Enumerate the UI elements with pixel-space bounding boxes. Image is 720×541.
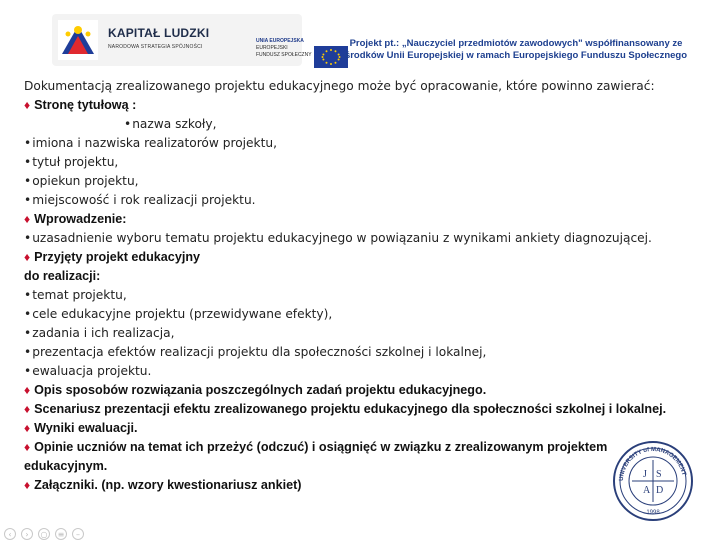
section-heading-continued: edukacyjnym. (24, 459, 108, 473)
bullet-icon: • (24, 288, 32, 302)
bullet-icon: • (24, 345, 32, 359)
bullet-icon: • (24, 364, 32, 378)
zoom-icon[interactable]: ○ (38, 528, 50, 540)
section-heading: Przyjęty projekt edukacyjny (34, 250, 201, 264)
header-band (0, 0, 720, 72)
list-item-text: opiekun projektu, (32, 174, 139, 188)
section-heading: Wprowadzenie: (34, 212, 127, 226)
kapital-ludzki-icon (58, 20, 98, 60)
section-methods (24, 381, 486, 400)
close-icon[interactable]: – (72, 528, 84, 540)
list-item-text: zadania i ich realizacja, (32, 326, 175, 340)
bullet-icon: • (24, 326, 32, 340)
list-item-text: cele edukacyjne projektu (przewidywane efekty), (32, 307, 333, 321)
svg-text:J: J (643, 469, 647, 480)
bullet-icon: • (24, 155, 32, 169)
project-title (326, 38, 706, 62)
seal-arc-text: UNIVERSITY of MANAGEMENT (618, 446, 687, 482)
diamond-bullet-icon: ♦ (24, 98, 31, 112)
list-item (24, 324, 174, 343)
bullet-icon: • (124, 117, 132, 131)
section-accepted-project (24, 248, 200, 267)
list-item (24, 172, 139, 191)
section-introduction (24, 210, 126, 229)
intro-text: Dokumentacją zrealizowanego projektu edukacyjnego może być opracowanie, które powinno zawierać: (24, 79, 655, 93)
slide-nav-controls (4, 522, 89, 539)
svg-text:D: D (656, 485, 664, 496)
list-item (24, 305, 332, 324)
section-heading-continued: do realizacji: (24, 269, 101, 283)
section-opinions (24, 438, 607, 457)
list-item (124, 115, 216, 134)
section-heading: Załączniki. (np. wzory kwestionariusz ankiet) (34, 478, 302, 492)
kapital-ludzki-logo (52, 14, 312, 66)
list-item-text: miejscowość i rok realizacji projektu. (32, 193, 256, 207)
section-heading: Wyniki ewaluacji. (34, 421, 138, 435)
project-title-line1: Projekt pt.: „Nauczyciel przedmiotów zawodowych" współfinansowany ze (349, 38, 683, 49)
university-seal-logo (612, 440, 694, 522)
list-item (24, 229, 652, 248)
list-item (24, 343, 486, 362)
diamond-bullet-icon: ♦ (24, 440, 31, 454)
bullet-icon: • (24, 231, 32, 245)
bullet-icon: • (24, 193, 32, 207)
seal-year: 1998 (646, 510, 660, 516)
next-icon[interactable]: › (21, 528, 33, 540)
eu-line3: FUNDUSZ SPOŁECZNY (256, 52, 312, 58)
list-item (24, 134, 277, 153)
logo-title: KAPITAŁ LUDZKI (108, 26, 210, 40)
project-title-line2: środków Unii Europejskiej w ramach Europejskiego Funduszu Społecznego (344, 50, 688, 61)
diamond-bullet-icon: ♦ (24, 478, 31, 492)
section-attachments (24, 476, 301, 495)
list-item-text: tytuł projektu, (32, 155, 119, 169)
eu-line1: UNIA EUROPEJSKA (256, 38, 304, 44)
section-heading: Scenariusz prezentacji efektu zrealizowanego projektu edukacyjnego dla społeczności szkolnej i lokalnej. (34, 402, 667, 416)
diamond-bullet-icon: ♦ (24, 250, 31, 264)
list-item (24, 362, 151, 381)
menu-icon[interactable]: ≡ (55, 528, 67, 540)
list-item-text: ewaluacja projektu. (32, 364, 152, 378)
section-heading: Stronę tytułową : (34, 98, 137, 112)
svg-text:A: A (643, 485, 651, 496)
list-item (24, 286, 127, 305)
eu-text (256, 38, 312, 59)
diamond-bullet-icon: ♦ (24, 402, 31, 416)
section-heading: Opis sposobów rozwiązania poszczególnych zadań projektu edukacyjnego. (34, 383, 487, 397)
list-item-text: nazwa szkoły, (132, 117, 217, 131)
section-title-page (24, 96, 136, 115)
logo-subtitle: NARODOWA STRATEGIA SPÓJNOŚCI (108, 44, 203, 50)
list-item-text: temat projektu, (32, 288, 127, 302)
bullet-icon: • (24, 136, 32, 150)
section-scenario (24, 400, 666, 419)
list-item (24, 153, 118, 172)
diamond-bullet-icon: ♦ (24, 212, 31, 226)
bullet-icon: • (24, 174, 32, 188)
prev-icon[interactable]: ‹ (4, 528, 16, 540)
section-heading: Opinie uczniów na temat ich przeżyć (odczuć) i osiągnięć w związku z zrealizowanym projektem (34, 440, 608, 454)
list-item-text: prezentacja efektów realizacji projektu dla społeczności szkolnej i lokalnej, (32, 345, 487, 359)
diamond-bullet-icon: ♦ (24, 383, 31, 397)
svg-text:S: S (656, 469, 662, 480)
list-item (24, 191, 256, 210)
diamond-bullet-icon: ♦ (24, 421, 31, 435)
eu-line2: EUROPEJSKI (256, 45, 288, 51)
list-item-text: imiona i nazwiska realizatorów projektu, (32, 136, 277, 150)
list-item-text: uzasadnienie wyboru tematu projektu edukacyjnego w powiązaniu z wynikami ankiety diagnozującej. (32, 231, 652, 245)
section-evaluation (24, 419, 137, 438)
bullet-icon: • (24, 307, 32, 321)
